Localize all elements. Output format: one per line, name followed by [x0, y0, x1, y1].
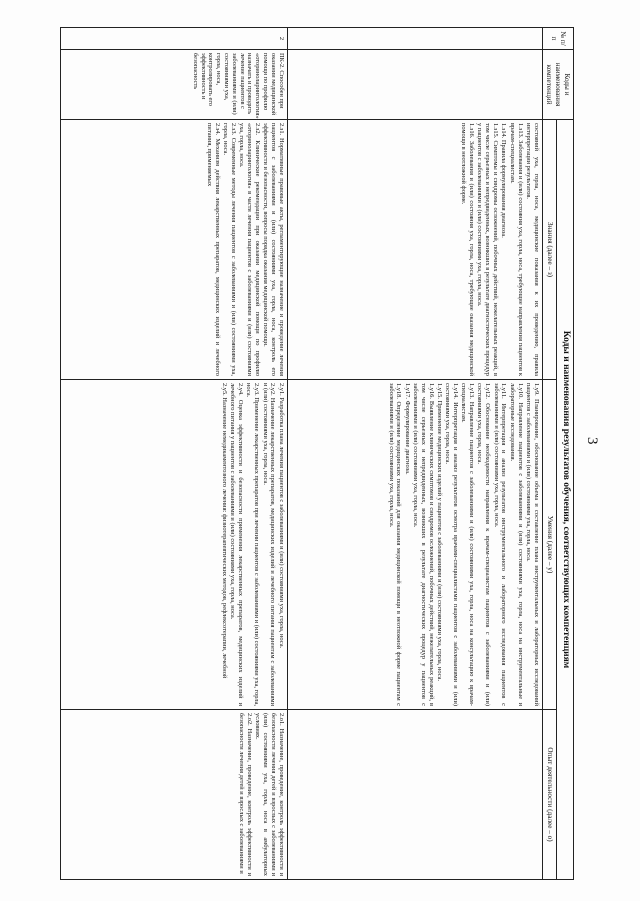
cell-item: 2.о1. Назначение, проведение, контроль эффективности и безопасности лечения детей и взрослых с заболеваниями и (или) состояниями уха, горла, носа в амбулаторных условиях. — [254, 713, 285, 876]
cell-item: 1.з16. Заболевания и (или) состояния уха, горла, носа, требующие оказания медицинской помощи в неотложной форме. — [460, 123, 476, 376]
cell-item: 1.у17. Формулирование диагноза. — [403, 383, 411, 475]
row-code: ПК-2. Способен при оказании медицинской помощи по профилю «оториноларингология» назначать и проводить лечение пациентов с заболеваниями и (или) состояниями уха, горла, носа, контролировать его эффективность и безопасность — [60, 50, 287, 120]
cell-item: 1.з13. Заболевания и (или) состояния уха, горла, носа, требующие направления пациентов к врачам-специалистам. — [508, 123, 524, 376]
header-skills: Умения (далее – у) — [542, 380, 556, 710]
row-skills — [287, 380, 542, 710]
page-number: 3 — [584, 437, 600, 445]
header-code: Коды и наименования компетенций — [542, 50, 573, 120]
cell-item: 2.у2. Назначение лекарственных препаратов, медицинских изделий и лечебного питания пациентам с заболеваниями и (или) состояниями уха, горла, носа. — [261, 383, 277, 706]
cell-item: 1.у10. Направление пациентов с заболеваниями и (или) состояниями уха, горла, носа на инструментальные и лабораторные исследования. — [508, 383, 524, 706]
row-knowledge — [287, 120, 542, 380]
cell-item: 1.з15. Симптомы и синдромы осложнений, побочных действий, нежелательных реакций, в том числе серьезных и непредвиденных, возникших в результате диагностических процедур у пациентов с заболеваниями и (или) состояниями уха, горла, носа. — [476, 123, 500, 376]
header-experience: Опыт деятельности (далее – о) — [542, 710, 556, 880]
cell-item: 1.у14. Интерпретация и анализ результатов осмотра врачами-специалистами пациентов с заболеваниями и (или) состояниями уха, горла, носа. — [444, 383, 460, 706]
cell-item: 2.з4. Механизм действия лекарственных препаратов, медицинских изделий и лечебного питания, применяемых — [205, 123, 221, 376]
cell-item: 2.у4. Оценка эффективности и безопасности применения лекарственных препаратов, медицинских изделий и лечебного питания у пациентов с заболеваниями и (или) состояниями уха, горла, носа. — [229, 383, 245, 706]
row-experience — [60, 710, 287, 880]
cell-item: 1.у12. Обоснование необходимости направления к врачам-специалистам пациентов с заболеваниями и (или) состояниями уха, горла, носа. — [476, 383, 492, 706]
header-row-group — [556, 28, 573, 880]
cell-item: 2.о2. Назначение, проведение, контроль эффективности и безопасности лечения детей и взрослых с заболеваниями и — [238, 713, 253, 876]
header-group: Коды и наименования результатов обучения, соответствующих компетенциям — [556, 120, 573, 880]
cell-item: 2.з2. Клинические рекомендации при оказании медицинской помощи по профилю «оториноларингология» в части лечения пациентов с заболеваниями и (или) состояниями уха, горла, носа. — [238, 123, 261, 376]
row-num: 2 — [60, 28, 287, 50]
cell-item: 1.у15. Применение медицинских изделий у пациентов с заболеваниями и (или) состояниями уха, горла, носа. — [435, 383, 443, 682]
cell-item: 2.з1. Нормативные правовые акты, регламентирующие назначение и проведение лечения пациентов с заболеваниями и (или) состояниями уха, горла, носа, контроль его эффективности и безопасности, вопросы порядка оказания медицинской помощи. — [262, 123, 285, 376]
competencies-table — [60, 27, 574, 880]
cell-item: состояний уха, горла, носа, медицинские показания к их проведению, правила интерпретации результатов. — [524, 123, 540, 376]
row-skills — [60, 380, 287, 710]
row-knowledge — [60, 120, 287, 380]
cell-item: 1.у11. Интерпретация и анализ результатов инструментального и лабораторного исследования пациентов с заболеваниями и (или) состояниями уха, горла, носа. — [492, 383, 508, 706]
cell-item: 1.у13. Направление пациентов с заболеваниями и (или) состояниями уха, горла, носа на консультацию к врачам-специалистам. — [460, 383, 476, 706]
row-experience — [287, 710, 542, 880]
table-row — [287, 28, 542, 880]
cell-item: 1.у16. Выявление клинических симптомов и синдромов осложнений, побочных действий, нежелательных реакций, в том числе серьезных и непредвиденных, возникших в результате диагностических процедур у пациентов с заболеваниями и (или) состояниями уха, горла, носа. — [411, 383, 435, 706]
rotated-sheet — [42, 17, 602, 885]
cell-item: 2.у5. Назначение немедикаментозного лечения: физиотерапевтических методов, рефлексотерапии, лечебной — [220, 383, 228, 679]
cell-item: 2.у3. Применение лекарственных препаратов при лечении пациентов с заболеваниями и (или) состояниями уха, горла, носа. — [245, 383, 261, 706]
header-num: № п/п — [542, 28, 573, 50]
cell-item: 2.у1. Разработка плана лечения пациентов с заболеваниями и (или) состояниями уха, горла, носа. — [277, 383, 285, 649]
cell-item: 1.у9. Планирование, обоснование объема и составление плана инструментальных и лабораторных исследований пациентов с заболеваниями и (или) состояниями уха, горла, носа. — [524, 383, 540, 706]
cell-item: 1.у18. Определение медицинских показаний для оказания медицинской помощи в неотложной форме пациентам с заболеваниями и (или) состояниями уха, горла, носа. — [387, 383, 403, 706]
row-code — [287, 50, 542, 120]
table-row — [60, 28, 287, 880]
header-knowledge: Знания (далее – з) — [542, 120, 556, 380]
cell-item: 2.з3. Современные методы лечения пациентов с заболеваниями и (или) состояниями уха, горла, носа. — [221, 123, 237, 376]
header-row-sub — [542, 28, 556, 880]
cell-item: 1.з14. Правила формулирования диагноза. — [500, 123, 508, 238]
row-num — [287, 28, 542, 50]
